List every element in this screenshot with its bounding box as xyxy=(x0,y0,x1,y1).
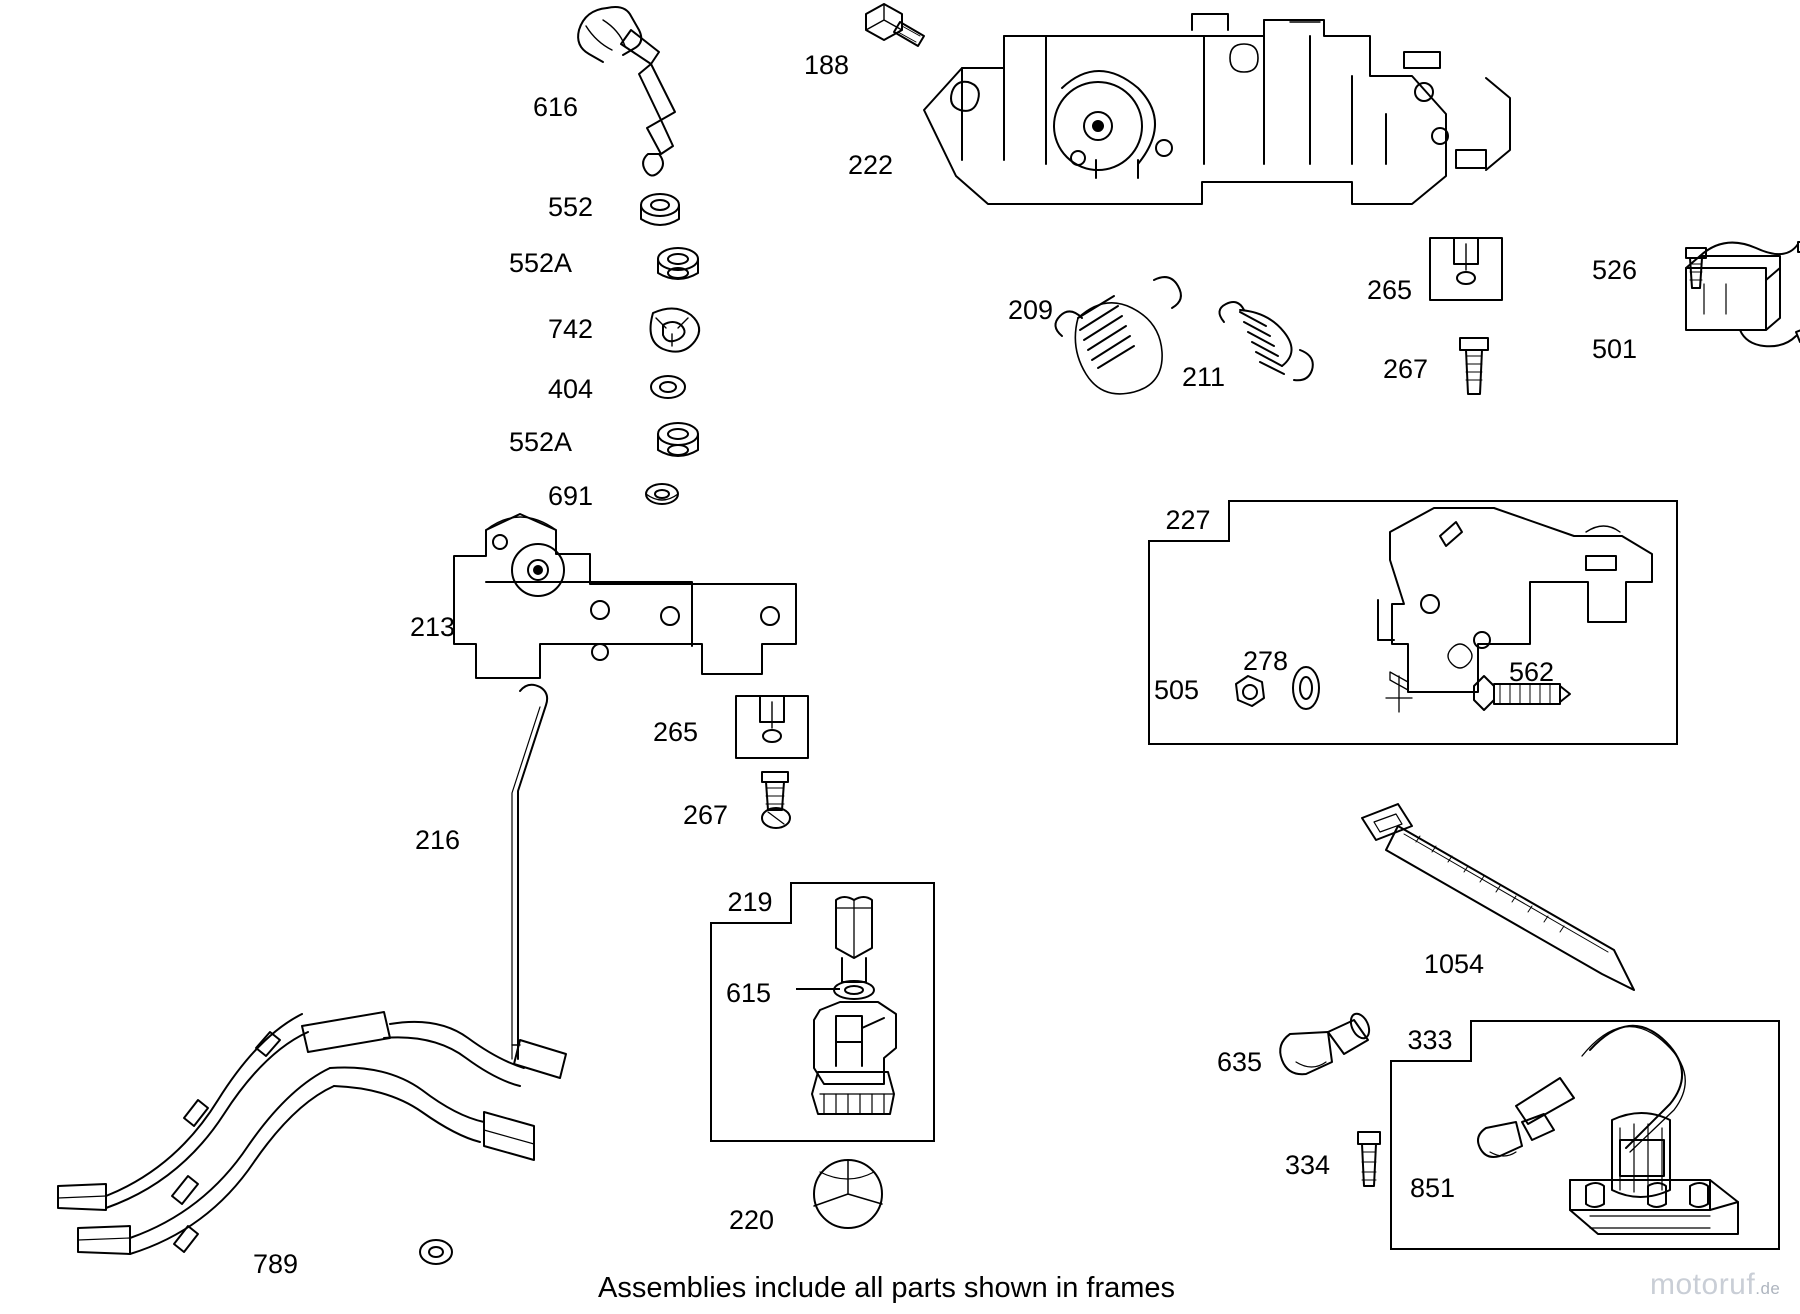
watermark-tld: .de xyxy=(1755,1279,1781,1298)
callout-404: 404 xyxy=(547,374,593,404)
callout-635: 635 xyxy=(1216,1047,1262,1077)
callout-216: 216 xyxy=(414,825,460,855)
callout-209: 209 xyxy=(1007,295,1053,325)
callout-267-mid: 267 xyxy=(682,800,728,830)
callout-188: 188 xyxy=(803,50,849,80)
assemblies-note: Assemblies include all parts shown in frames xyxy=(598,1272,1176,1304)
callout-505: 505 xyxy=(1153,675,1199,705)
callout-615: 615 xyxy=(725,978,771,1008)
callout-334: 334 xyxy=(1284,1150,1330,1180)
watermark-motoruf xyxy=(1650,1268,1780,1302)
callout-691: 691 xyxy=(547,481,593,511)
callout-265-mid: 265 xyxy=(652,717,698,747)
callout-211: 211 xyxy=(1181,362,1225,392)
callout-222: 222 xyxy=(847,150,893,180)
callout-1054: 1054 xyxy=(1423,949,1484,979)
callout-562: 562 xyxy=(1508,657,1554,687)
callout-742: 742 xyxy=(547,314,593,344)
callout-265-top: 265 xyxy=(1366,275,1412,305)
watermark-main: motoruf xyxy=(1650,1268,1756,1301)
callout-526: 526 xyxy=(1591,255,1637,285)
callout-220: 220 xyxy=(728,1205,774,1235)
callout-552a-lower: 552A xyxy=(508,427,572,457)
callout-851: 851 xyxy=(1409,1173,1455,1203)
callout-552a-upper: 552A xyxy=(508,248,572,278)
callout-501: 501 xyxy=(1591,334,1637,364)
callout-616: 616 xyxy=(532,92,578,122)
frame-333-tag: 333 xyxy=(1390,1020,1472,1062)
frame-227-tag: 227 xyxy=(1148,500,1230,542)
callout-552: 552 xyxy=(547,192,593,222)
frame-219-tag: 219 xyxy=(710,882,792,924)
callout-278: 278 xyxy=(1242,646,1288,676)
callout-213: 213 xyxy=(409,612,455,642)
callout-267-top: 267 xyxy=(1382,354,1428,384)
callout-789: 789 xyxy=(252,1249,298,1279)
